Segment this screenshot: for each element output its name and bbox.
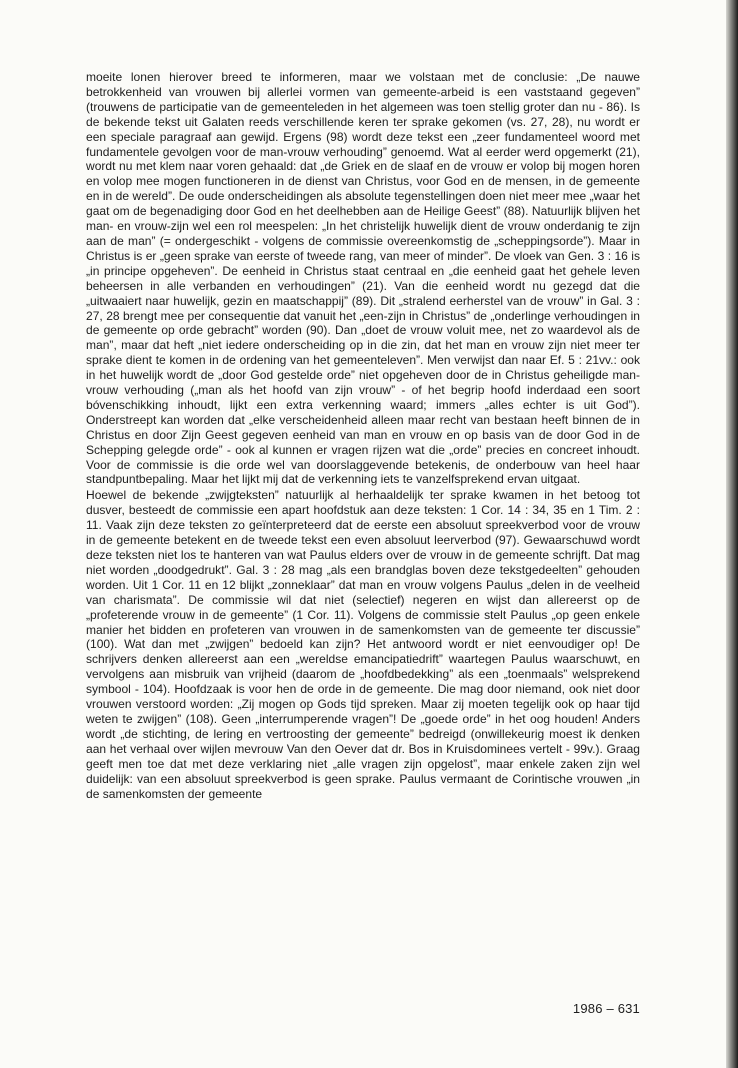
page-number: 1986 – 631: [572, 1001, 640, 1016]
paragraph-1: moeite lonen hierover breed te informeren, maar we volstaan met de conclusie: „De nauwe betrokkenheid van vrouwen bij allerlei vormen van gemeente-arbeid is een vaststaand gegeven” (trouwens de participatie van de gemeenteleden in het algemeen was toen stellig groter dan nu - 86). Is de bekende tekst uit Galaten reeds verschillende keren ter sprake gekomen (vs. 27, 28), nu wordt er een speciale paragraaf aan gewijd. Ergens (98) wordt deze tekst een „zeer fundamenteel woord met fundamentele gevolgen voor de man-vrouw verhouding” genoemd. Wat al eerder werd opgemerkt (21), wordt nu met klem naar voren gehaald: dat „de Griek en de slaaf en de vrouw er volop bij mogen horen en volop mee mogen functioneren in de dienst van Christus, voor God en de mensen, in de gemeente en in de wereld”. De oude onderscheidingen als absolute tegenstellingen doen niet meer mee „waar het gaat om de begenadiging door God en het deelhebben aan de Heilige Geest” (88). Natuurlijk blijven het man- en vrouw-zijn wel een rol meespelen: „In het christelijk huwelijk dient de vrouw onderdanig te zijn aan de man” (= ondergeschikt - volgens de commissie overeenkomstig de „scheppingsorde”). Maar in Christus is er „geen sprake van eerste of tweede rang, van meer of minder”. De vloek van Gen. 3 : 16 is „in principe opgeheven”. De eenheid in Christus staat centraal en „die eenheid gaat het gehele leven beheersen in alle verbanden en verhoudingen” (21). Van die eenheid wordt nu gezegd dat die „uitwaaiert naar huwelijk, gezin en maatschappij” (89). Dit „stralend eerherstel van de vrouw” in Gal. 3 : 27, 28 brengt mee per consequentie dat vanuit het „een-zijn in Christus” de „onderlinge verhoudingen in de gemeente op orde gebracht” worden (90). Dan „doet de vrouw voluit mee, net zo waardevol als de man”, maar dat heft „niet iedere onderscheiding op in die zin, dat het man en vrouw zijn niet meer ter sprake dient te komen in de ordening van het gemeenteleven”. Men verwijst dan naar Ef. 5 : 21vv.: ook in het huwelijk wordt de „door God gestelde orde” niet opgeheven door de in Christus geheiligde man-vrouw verhouding („man als het hoofd van zijn vrouw” - of het begrip hoofd inderdaad een soort bóvenschikking inhoudt, lijkt een extra verkenning waard; immers „alles echter is uit God”). Onderstreept kan worden dat „elke verscheidenheid alleen maar recht van bestaan heeft binnen de in Christus en door Zijn Geest gegeven eenheid van man en vrouw en op basis van de door God in de Schepping gelegde orde” - ook al kunnen er vragen rijzen wat die „orde” precies en concreet inhoudt. Voor de commissie is die orde wel van doorslaggevende betekenis, de onderbouw van heel haar standpuntbepaling. Maar het lijkt mij dat de verkenning iets te vanzelfsprekend ervan uitgaat.: [86, 70, 640, 487]
paragraph-2: Hoewel de bekende „zwijgteksten” natuurlijk al herhaaldelijk ter sprake kwamen in het betoog tot dusver, besteedt de commissie een apart hoofdstuk aan deze teksten: 1 Cor. 14 : 34, 35 en 1 Tim. 2 : 11. Vaak zijn deze teksten zo geïnterpreteerd dat de eerste een absoluut spreekverbod voor de vrouw in de gemeente betekent en de tweede tekst een even absoluut leerverbod (97). Gewaarschuwd wordt deze teksten niet los te hanteren van wat Paulus elders over de vrouw in de gemeente schrijft. Dat mag niet worden „doodgedrukt”. Gal. 3 : 28 mag „als een brandglas boven deze tekstgedeelten” gehouden worden. Uit 1 Cor. 11 en 12 blijkt „zonneklaar” dat man en vrouw volgens Paulus „delen in de veelheid van charismata”. De commissie wil dat niet (selectief) negeren en wijst dan allereerst op de „profeterende vrouw in de gemeente” (1 Cor. 11). Volgens de commissie stelt Paulus „op geen enkele manier het bidden en profeteren van vrouwen in de samenkomsten van de gemeente ter discussie” (100). Wat dan met „zwijgen” bedoeld kan zijn? Het antwoord wordt er niet eenvoudiger op! De schrijvers denken allereerst aan een „wereldse emancipatiedrift” waartegen Paulus waarschuwt, en vervolgens aan misbruik van vrijheid (daarom de „hoofdbedekking” als een „toenmaals” welsprekend symbool - 104). Hoofdzaak is voor hen de orde in de gemeente. Die mag door niemand, ook niet door vrouwen verstoord worden: „Zij mogen op Gods tijd spreken. Maar zij moeten tegelijk ook op haar tijd weten te zwijgen” (108). Geen „interrumperende vragen”! De „goede orde” in het oog houden! Anders wordt „de stichting, de lering en vertroosting der gemeente” bedreigd (onwillekeurig moest ik denken aan het verhaal over wijlen mevrouw Van den Oever dat dr. Bos in Kruisdominees vertelt - 99v.). Graag geeft men toe dat met deze verklaring niet „alle vragen zijn opgelost”, maar enkele zaken zijn wel duidelijk: van een absoluut spreekverbod is geen sprake. Paulus vermaant de Corintische vrouwen „in de samenkomsten der gemeente: [86, 488, 640, 801]
scan-edge-shadow: [726, 0, 738, 1068]
body-text: [86, 70, 640, 801]
